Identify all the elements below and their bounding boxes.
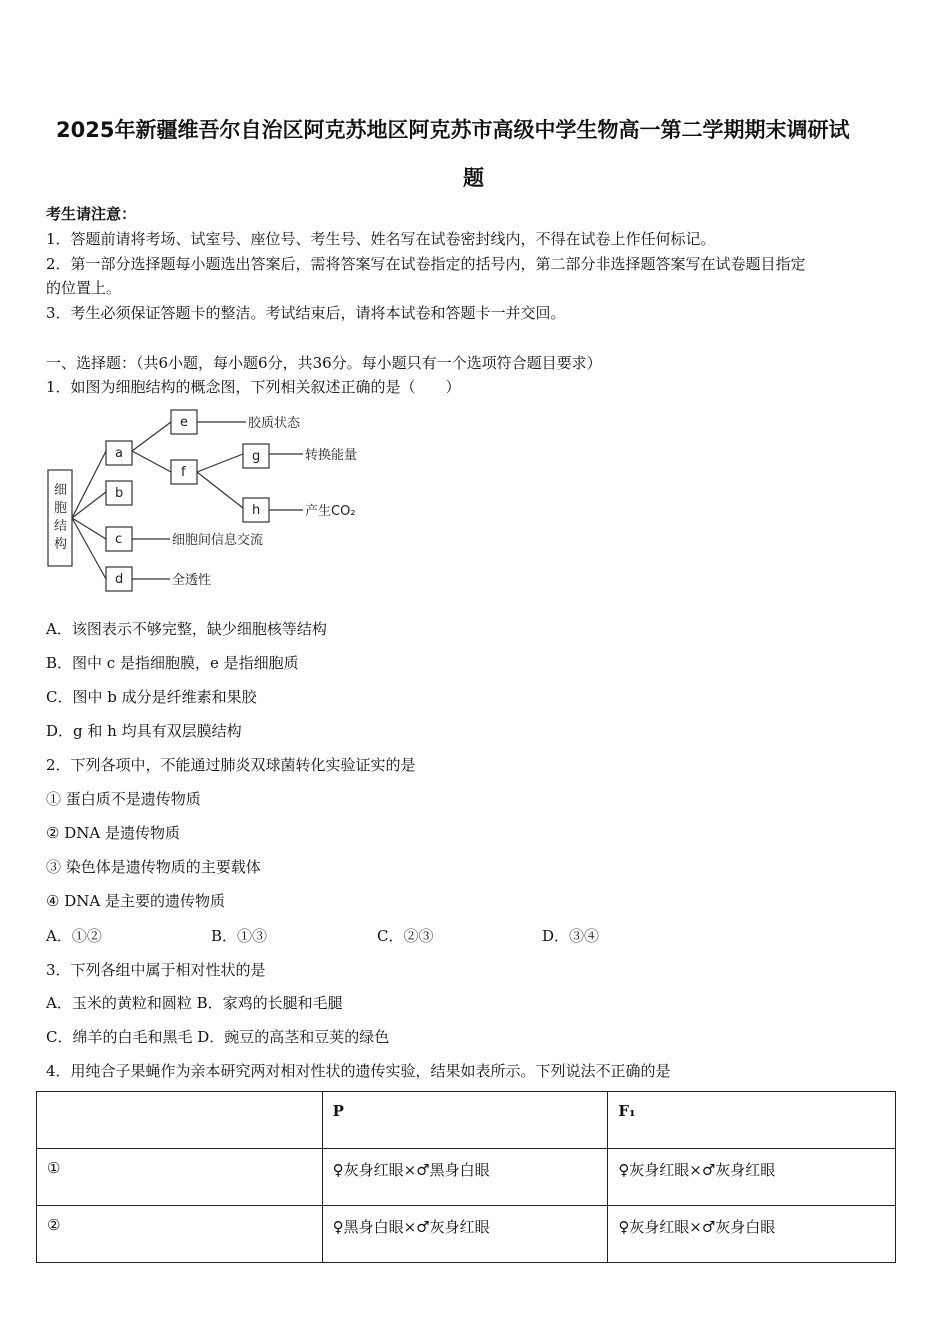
notice-heading: 考生请注意： bbox=[46, 205, 137, 223]
notice-item-3: 3．考生必须保证答题卡的整洁。考试结束后，请将本试卷和答题卡一并交回。 bbox=[46, 304, 566, 322]
table-cell: ♀黑身白眼×♂灰身红眼 bbox=[322, 1206, 608, 1263]
root-char-1: 细 bbox=[54, 483, 68, 498]
notice-item-2-cont: 的位置上。 bbox=[46, 279, 122, 297]
root-char-4: 构 bbox=[54, 537, 68, 552]
label-c-desc: 细胞间信息交流 bbox=[172, 533, 264, 548]
label-h-desc: 产生CO₂ bbox=[305, 504, 356, 519]
cell-structure-diagram bbox=[40, 404, 380, 604]
q1-stem: 1．如图为细胞结构的概念图，下列相关叙述正确的是（ ） bbox=[46, 378, 461, 396]
notice-item-1: 1．答题前请将考场、试室号、座位号、考生号、姓名写在试卷密封线内，不得在试卷上作任何标记。 bbox=[46, 230, 716, 248]
label-d-desc: 全透性 bbox=[172, 573, 212, 588]
q4-stem: 4．用纯合子果蝇作为亲本研究两对相对性状的遗传实验，结果如表所示。下列说法不正确的是 bbox=[46, 1062, 671, 1080]
label-e-desc: 胶质状态 bbox=[248, 416, 301, 431]
q2-statement-4: ④ DNA 是主要的遗传物质 bbox=[46, 892, 225, 910]
q1-option-b: B．图中 c 是指细胞膜，e 是指细胞质 bbox=[46, 654, 299, 672]
table-cell: ② bbox=[37, 1206, 323, 1263]
node-f-label: f bbox=[181, 465, 186, 480]
q2-option-c: C．②③ bbox=[377, 927, 434, 945]
node-c-label: c bbox=[115, 532, 123, 547]
table-cell: ① bbox=[37, 1149, 323, 1206]
table-header-cell: P bbox=[322, 1092, 608, 1149]
q3-options-line1: A．玉米的黄粒和圆粒 B．家鸡的长腿和毛腿 bbox=[46, 994, 343, 1012]
q2-option-a: A．①② bbox=[46, 927, 102, 945]
node-g-label: g bbox=[252, 449, 261, 464]
table-header-cell bbox=[37, 1092, 323, 1149]
node-b-label: b bbox=[115, 486, 124, 501]
table-header-row bbox=[37, 1092, 896, 1149]
q2-statement-3: ③ 染色体是遗传物质的主要载体 bbox=[46, 858, 261, 876]
q4-table bbox=[36, 1091, 896, 1263]
node-d-label: d bbox=[115, 572, 124, 587]
table-row bbox=[37, 1149, 896, 1206]
q2-statement-2: ② DNA 是遗传物质 bbox=[46, 824, 180, 842]
q1-option-a: A．该图表示不够完整，缺少细胞核等结构 bbox=[46, 620, 327, 638]
table-cell: ♀灰身红眼×♂灰身红眼 bbox=[608, 1149, 896, 1206]
page-title-continuation: 题 bbox=[463, 166, 484, 190]
q1-option-d: D．g 和 h 均具有双层膜结构 bbox=[46, 722, 242, 740]
root-char-3: 结 bbox=[54, 519, 68, 534]
q1-option-c: C．图中 b 成分是纤维素和果胶 bbox=[46, 688, 257, 706]
root-char-2: 胞 bbox=[54, 501, 68, 516]
table-row bbox=[37, 1206, 896, 1263]
q2-stem: 2．下列各项中，不能通过肺炎双球菌转化实验证实的是 bbox=[46, 756, 416, 774]
table-cell: ♀灰身红眼×♂黑身白眼 bbox=[322, 1149, 608, 1206]
q3-options-line2: C．绵羊的白毛和黑毛 D．豌豆的高茎和豆荚的绿色 bbox=[46, 1028, 390, 1046]
node-a-label: a bbox=[115, 446, 123, 461]
table-header-cell: F₁ bbox=[608, 1092, 896, 1149]
page-title: 2025年新疆维吾尔自治区阿克苏地区阿克苏市高级中学生物高一第二学期期末调研试 bbox=[56, 118, 850, 142]
notice-item-2: 2．第一部分选择题每小题选出答案后，需将答案写在试卷指定的括号内，第二部分非选择题答案写在试卷题目指定 bbox=[46, 255, 806, 273]
node-h-label: h bbox=[252, 503, 261, 518]
section-heading: 一、选择题：（共6小题，每小题6分，共36分。每小题只有一个选项符合题目要求） bbox=[46, 354, 602, 372]
q2-option-d: D．③④ bbox=[542, 927, 600, 945]
node-e-label: e bbox=[180, 415, 188, 430]
q3-stem: 3．下列各组中属于相对性状的是 bbox=[46, 961, 266, 979]
q2-statement-1: ① 蛋白质不是遗传物质 bbox=[46, 790, 201, 808]
table-cell: ♀灰身红眼×♂灰身白眼 bbox=[608, 1206, 896, 1263]
label-g-desc: 转换能量 bbox=[305, 448, 358, 463]
q2-option-b: B．①③ bbox=[211, 927, 268, 945]
